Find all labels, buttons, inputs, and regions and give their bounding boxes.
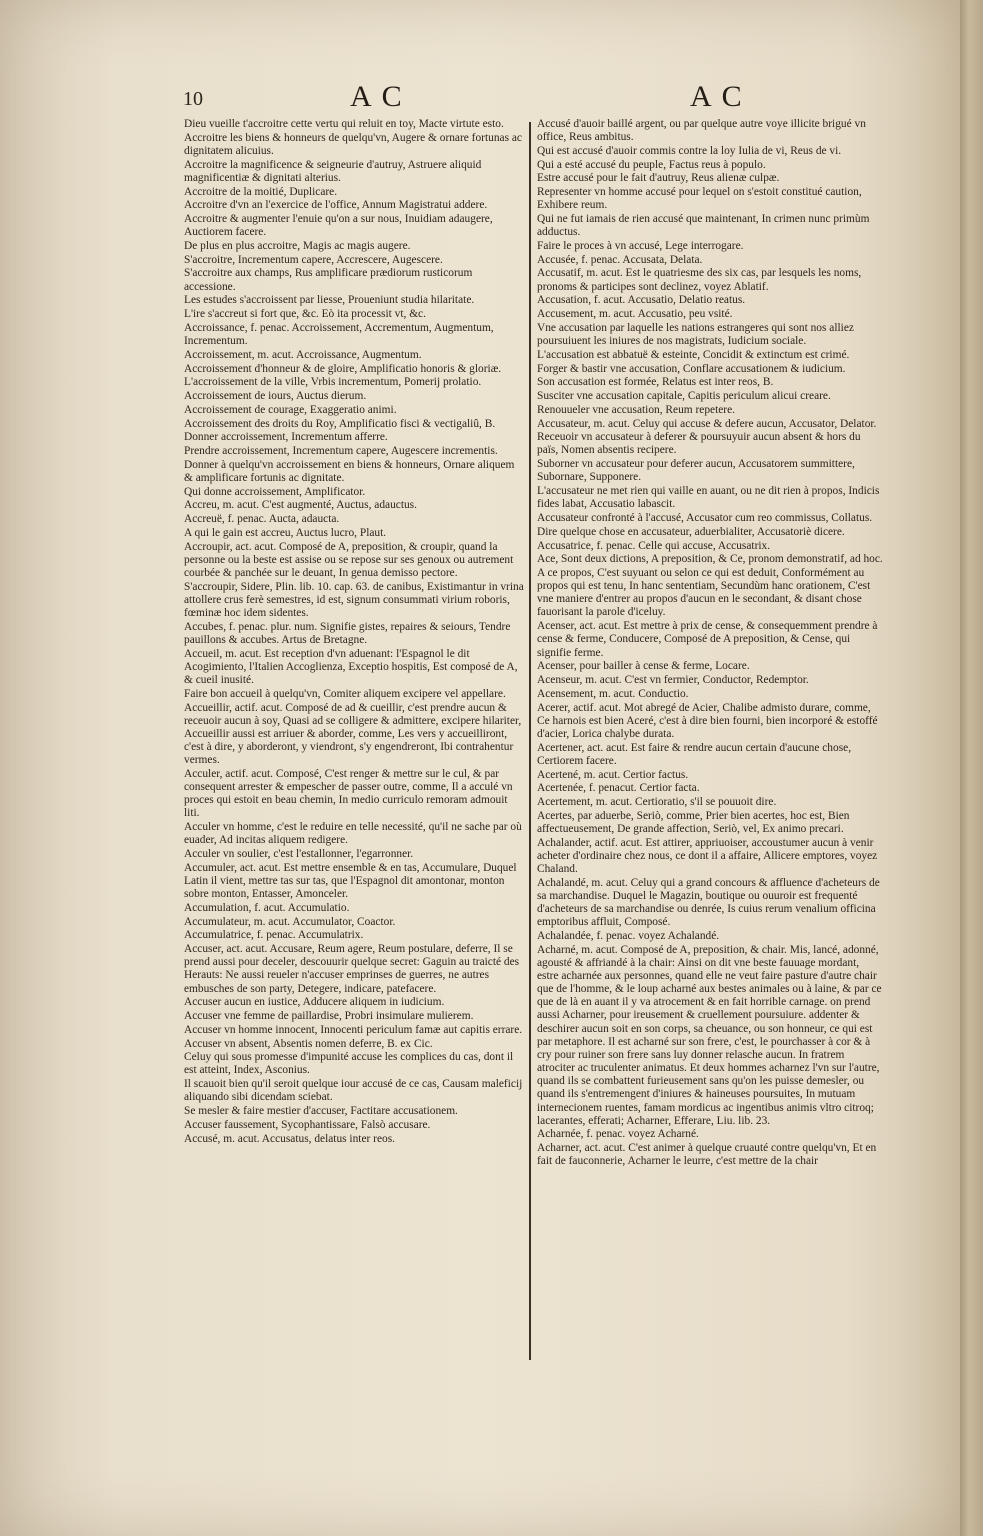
dictionary-entry: Accusateur confronté à l'accusé, Accusator cum reo commissus, Collatus. (537, 512, 873, 524)
dictionary-entry: A qui le gain est accreu, Auctus lucro, Plaut. (184, 526, 387, 539)
dictionary-entry: L'accusation est abbatuë & esteinte, Concidit & extinctum est crimé. (537, 348, 850, 361)
running-head-right: AC (690, 80, 752, 113)
dictionary-entry: Accroissement d'honneur & de gloire, Amplificatio honoris & gloriæ. (184, 362, 502, 375)
dictionary-entry: Accusé, m. acut. Accusatus, delatus inter reos. (184, 1132, 395, 1145)
dictionary-entry: S'accroitre aux champs, Rus amplificare prædiorum rusticorum accessione. (184, 267, 473, 293)
dictionary-entry: Son accusation est formée, Relatus est inter reos, B. (537, 376, 774, 389)
dictionary-entry: Accuser vn absent, Absentis nomen deferre, B. ex Cic. (184, 1037, 433, 1050)
dictionary-entry: Acculer vn homme, c'est le reduire en telle necessité, qu'il ne sache par où euader, Ad incitas aliquem redigere. (184, 821, 522, 847)
dictionary-entry: Accueillir, actif. acut. Composé de ad & cueillir, c'est prendre aucun & receuoir aucun à soy, Quasi ad se colligere & admittere, excipere hilariter, Accueillir aussi est arriuer & aborder, comme, Les vers y accueilliront, c'est à dire, y aborderont, y viendront, s'y engendreront, Ibi contrahentur vermes. (184, 701, 522, 767)
dictionary-entry: Se mesler & faire mestier d'accuser, Factitare accusationem. (184, 1105, 458, 1118)
dictionary-entry: Acertement, m. acut. Certioratio, s'il se pouuoit dire. (537, 796, 777, 808)
dictionary-entry: Accuser, act. acut. Accusare, Reum agere, Reum postulare, deferre, Il se prend aussi pour deceler, descouurir quelque secret: Gaguin au traicté des Herauts: Ne aussi reueler n'accuser emprinses de guerres, ne autres embusches de son party, Detegere, indicare, patefacere. (184, 943, 520, 995)
dictionary-entry: Accusé d'auoir baillé argent, ou par quelque autre voye illicite brigué vn office, Reus ambitus. (537, 118, 866, 144)
dictionary-entry: Acertes, par aduerbe, Seriò, comme, Prier bien acertes, hoc est, Bien affectueusement, De grande affection, Seriò, vel, Ex animo precari. (537, 809, 850, 835)
dictionary-entry: L'ire s'accreut si fort que, &c. Eò ita processit vt, &c. (184, 308, 426, 321)
dictionary-entry: L'accroissement de la ville, Vrbis incrementum, Pomerij prolatio. (184, 376, 482, 389)
dictionary-entry: Acculer vn soulier, c'est l'estallonner, l'egarronner. (184, 848, 414, 861)
dictionary-entry: Acenser, act. acut. Est mettre à prix de cense, & consequemment prendre à cense & ferme, Conducere, Composé de A preposition, & Cense, qui signifie ferme. (537, 620, 878, 659)
dictionary-entry: Achalandé, m. acut. Celuy qui a grand concours & affluence d'acheteurs de sa marchandise. Duquel le Magazin, boutique ou ouuroir est frequenté d'acheteurs de sa marchandise ou denrée, Is cuius rerum venalium officina emptoribus affluit, Composé. (537, 876, 880, 929)
dictionary-entry: Accreu, m. acut. C'est augmenté, Auctus, adauctus. (184, 499, 417, 512)
dictionary-entry: Renouueler vne accusation, Reum repetere. (537, 403, 735, 416)
dictionary-entry: Accuser aucun en iustice, Adducere aliquem in iudicium. (184, 996, 445, 1009)
dictionary-entry: Accuser vne femme de paillardise, Probri insimulare mulierem. (184, 1010, 474, 1023)
dictionary-entry: Accumulateur, m. acut. Accumulator, Coactor. (184, 915, 396, 928)
dictionary-entry: Accreuë, f. penac. Aucta, adaucta. (184, 513, 340, 526)
page-edge (960, 0, 983, 1536)
dictionary-entry: Accubes, f. penac. plur. num. Signifie gistes, repaires & seiours, Tendre pauillons & accubes. Artus de Bretagne. (184, 620, 511, 646)
dictionary-entry: Accroissement, m. acut. Accroissance, Augmentum. (184, 348, 422, 361)
dictionary-entry: Acertenée, f. penacut. Certior facta. (537, 782, 700, 795)
dictionary-entry: Accuser vn homme innocent, Innocenti periculum famæ aut capitis errare. (184, 1023, 523, 1036)
dictionary-entry: Qui ne fut iamais de rien accusé que maintenant, In crimen nunc primùm adductus. (537, 213, 870, 239)
dictionary-entry: Accroissance, f. penac. Accroissement, Accrementum, Augmentum, Incrementum. (184, 321, 494, 348)
dictionary-entry: Qui est accusé d'auoir commis contre la loy Iulia de vi, Reus de vi. (537, 144, 842, 157)
dictionary-entry: Acharnée, f. penac. voyez Acharné. (537, 1128, 699, 1141)
dictionary-entry: Accroitre la magnificence & seigneurie d'autruy, Astruere aliquid magnificentiæ & dignitati alterius. (184, 158, 482, 184)
dictionary-entry: Qui a esté accusé du peuple, Factus reus à populo. (537, 158, 766, 171)
dictionary-entry: Accroissement de courage, Exaggeratio animi. (184, 403, 397, 416)
dictionary-entry: Vne accusation par laquelle les nations estrangeres qui sont nos alliez poursuiuent les iniures de nos magistrats, Iudicium sociale. (537, 321, 854, 348)
right-column (537, 118, 883, 1169)
dictionary-entry: Donner à quelqu'vn accroissement en biens & honneurs, Ornare aliquem & amplificare fortunis ac dignitate. (184, 458, 515, 484)
dictionary-entry: Accusement, m. acut. Accusatio, peu vsité. (537, 308, 733, 321)
dictionary-entry: Donner accroissement, Incrementum afferre. (184, 431, 388, 444)
dictionary-entry: Accusatif, m. acut. Est le quatriesme des six cas, par lesquels les noms, pronoms & participes sont declinez, voyez Ablatif. (537, 267, 862, 293)
dictionary-entry: Acharner, act. acut. C'est animer à quelque cruauté contre quelqu'vn, Et en fait de fauconnerie, Acharner le leurre, c'est mettre de la chair (537, 1142, 877, 1168)
dictionary-entry: Estre accusé pour le fait d'autruy, Reus alienæ culpæ. (537, 172, 780, 185)
dictionary-entry: Accroupir, act. acut. Composé de A, preposition, & croupir, quand la personne ou la beste est assise ou se repose sur ses genoux ou autrement courbée & panchée sur le deuant, In genua demisso pectore. (184, 540, 514, 579)
dictionary-entry: A ce propos, C'est suyuant ou selon ce qui est deduit, Conformément au propos qui est tenu, In hanc sententiam, Secundùm hanc orationem, C'est vne maniere d'entrer au propos d'aucun en le secondant, & disant chose fauorisant la parole d'iceluy. (537, 567, 871, 619)
dictionary-entry: Accroitre & augmenter l'enuie qu'on a sur nous, Inuidiam adaugere, Auctiorem facere. (184, 213, 493, 239)
dictionary-entry: Accroissement de iours, Auctus dierum. (184, 390, 367, 403)
running-head-left: AC (350, 80, 412, 113)
dictionary-entry: Dieu vueille t'accroitre cette vertu qui reluit en toy, Macte virtute esto. (184, 118, 504, 130)
dictionary-entry: Ace, Sont deux dictions, A preposition, & Ce, pronom demonstratif, ad hoc. (537, 553, 883, 566)
dictionary-entry: Acertener, act. acut. Est faire & rendre aucun certain d'aucune chose, Certiorem facere. (537, 741, 852, 767)
dictionary-entry: Accuser faussement, Sycophantissare, Falsò accusare. (184, 1118, 431, 1131)
dictionary-entry: Accroissement des droits du Roy, Amplificatio fisci & vectigaliû, B. (184, 417, 496, 430)
dictionary-entry: Representer vn homme accusé pour lequel on s'estoit constitué caution, Exhibere reum. (537, 186, 862, 212)
column-divider (529, 122, 531, 1360)
dictionary-entry: Acharné, m. acut. Composé de A, preposition, & chair. Mis, lancé, adonné, agousté & affriandé à la chair: Ainsi on dit vne beste fauuage mordant, estre acharnée aux personnes, quand elle ne veut faire pasture d'autre chair que de l'homme, & le loup acharné aux bestes animales ou à laine, & par ce que de là en auant il y va atrocement & en fait horrible carnage. on prend aussi Acharner, pour ireusement & cruellement poursuiure. addenter & deschirer aucun soit en son corps, sa cheuance, ou son honneur, ce qui est par metaphore. Il est acharné sur son frere, c'est, le pourchasser à cor & à cry pour ruiner son frere sans luy donner relasche aucun. In fratrem atrociter ac truculenter animatus. Et deux hommes acharnez l'vn sur l'autre, quand ils se combattent furieusement sans qu'on les puisse demesler, ou quand ils s'entremengent d'iniures & haineuses poursuites, In mutuam internecionem ruentes, famam mordicus ac ingentibus animis vltro citroq; lacerantes, efferati; Acharner, Efferare, Liu. lib. 23. (537, 943, 882, 1127)
dictionary-entry: Accumulatrice, f. penac. Accumulatrix. (184, 929, 364, 942)
dictionary-entry: Celuy qui sous promesse d'impunité accuse les complices du cas, dont il est atteint, Index, Asconius. (184, 1051, 514, 1077)
dictionary-entry: Faire le proces à vn accusé, Lege interrogare. (537, 239, 744, 252)
dictionary-entry: Faire bon accueil à quelqu'vn, Comiter aliquem excipere vel appellare. (184, 687, 506, 700)
dictionary-entry: Acerer, actif. acut. Mot abregé de Acier, Chalibe admisto durare, comme, Ce harnois est bien Aceré, c'est à dire bien fourni, bien incorporé & estoffé d'acier, Lorica chalybe durata. (537, 701, 878, 740)
dictionary-entry: S'accroitre, Incrementum capere, Accrescere, Augescere. (184, 253, 443, 266)
dictionary-entry: Accumuler, act. acut. Est mettre ensemble & en tas, Accumulare, Duquel Latin il vient, mettre tas sur tas, que l'Espagnol dit amontonar, monton sobre monton, Entasser, Amonceler. (184, 861, 517, 901)
page-number: 10 (183, 88, 203, 110)
dictionary-entry: Acculer, actif. acut. Composé, C'est renger & mettre sur le cul, & par consequent arrester & empescher de passer outre, comme, Il a acculé vn proces qui estoit en beau chemin, In medio curriculo remoram admouit liti. (184, 767, 513, 820)
dictionary-entry: Forger & bastir vne accusation, Conflare accusationem & iudicium. (537, 362, 846, 375)
dictionary-entry: Achalandée, f. penac. voyez Achalandé. (537, 929, 720, 942)
dictionary-entry: Acertené, m. acut. Certior factus. (537, 768, 689, 781)
dictionary-entry: Suborner vn accusateur pour deferer aucun, Accusatorem summittere, Subornare, Supponere. (537, 458, 855, 484)
dictionary-entry: L'accusateur ne met rien qui vaille en auant, ou ne dit rien à propos, Indicis fides labat, Accusatio labascit. (537, 485, 880, 511)
dictionary-entry: Qui donne accroissement, Amplificator. (184, 485, 366, 498)
dictionary-entry: Accusatrice, f. penac. Celle qui accuse, Accusatrix. (537, 539, 771, 552)
dictionary-entry: Receuoir vn accusateur à deferer & poursuyuir aucun absent & hors du païs, Nomen absentis recipere. (537, 431, 861, 457)
dictionary-entry: Accroitre les biens & honneurs de quelqu'vn, Augere & ornare fortunas ac dignitatem alicuius. (184, 131, 522, 157)
dictionary-entry: Accusation, f. acut. Accusatio, Delatio reatus. (537, 294, 746, 307)
dictionary-entry: Acenseur, m. acut. C'est vn fermier, Conductor, Redemptor. (537, 674, 809, 687)
dictionary-entry: Il scauoit bien qu'il seroit quelque iour accusé de ce cas, Causam maleficij aliquando sibi dicendam sciebat. (184, 1078, 523, 1104)
dictionary-entry: Accusée, f. penac. Accusata, Delata. (537, 253, 703, 266)
dictionary-entry: Accusateur, m. acut. Celuy qui accuse & defere aucun, Accusator, Delator. (537, 417, 877, 430)
dictionary-entry: Dire quelque chose en accusateur, aduerbialiter, Accusatoriè dicere. (537, 525, 845, 538)
dictionary-entry: Accueil, m. acut. Est reception d'vn aduenant: l'Espagnol le dit Acogimiento, l'Italien Accoglienza, Exceptio hospitis, Est composé de A, & cueil inusité. (184, 647, 518, 687)
left-column (184, 118, 524, 1146)
dictionary-entry: Susciter vne accusation capitale, Capitis periculum alicui creare. (537, 390, 831, 403)
dictionary-entry: Acenser, pour bailler à cense & ferme, Locare. (537, 660, 750, 673)
dictionary-entry: Les estudes s'accroissent par liesse, Proueniunt studia hilaritate. (184, 294, 475, 307)
dictionary-entry: Accroitre d'vn an l'exercice de l'office, Annum Magistratui addere. (184, 199, 488, 212)
dictionary-entry: S'accroupir, Sidere, Plin. lib. 10. cap. 63. de canibus, Existimantur in vrina attollere crus ferè semestres, id est, signum consummati virium roboris, fœminæ hoc idem sidentes. (184, 580, 524, 620)
dictionary-entry: Accumulation, f. acut. Accumulatio. (184, 901, 350, 914)
dictionary-entry: Prendre accroissement, Incrementum capere, Augescere incrementis. (184, 445, 498, 458)
dictionary-entry: De plus en plus accroitre, Magis ac magis augere. (184, 239, 411, 252)
dictionary-entry: Achalander, actif. acut. Est attirer, appriuoiser, accoustumer aucun à venir acheter d'ordinaire chez nous, ce dont il a affaire, Allicere emptores, voyez Chaland. (537, 836, 878, 875)
dictionary-entry: Accroitre de la moitié, Duplicare. (184, 185, 338, 198)
dictionary-entry: Acensement, m. acut. Conductio. (537, 687, 689, 700)
